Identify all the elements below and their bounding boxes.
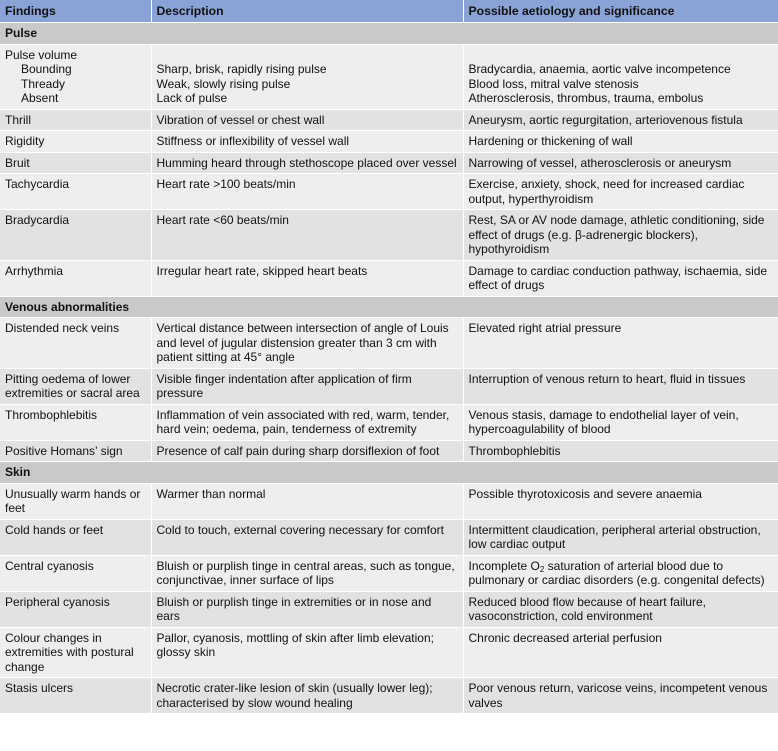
finding-cell: Pitting oedema of lower extremities or sacral area [0,368,151,404]
description-cell: Bluish or purplish tinge in extremities or in nose and ears [151,591,463,627]
description-cell: Presence of calf pain during sharp dorsiflexion of foot [151,440,463,462]
description-cell [151,44,463,109]
finding-cell: Arrhythmia [0,260,151,296]
aetiology-cell: Interruption of venous return to heart, fluid in tissues [463,368,778,404]
table-row [0,440,778,462]
aetiology-bounding: Bradycardia, anaemia, aortic valve incompetence [468,62,731,76]
description-cell: Irregular heart rate, skipped heart beats [151,260,463,296]
description-cell: Heart rate >100 beats/min [151,174,463,210]
aetiology-cell: Reduced blood flow because of heart failure, vasoconstriction, cold environment [463,591,778,627]
finding-cell: Thrombophlebitis [0,404,151,440]
finding-cell: Rigidity [0,131,151,153]
aetiology-text-end: saturation of arterial blood due to pulmonary or cardiac disorders (e.g. congenital defects) [468,558,765,587]
description-cell: Stiffness or inflexibility of vessel wall [151,131,463,153]
description-cell: Inflammation of vein associated with red, warm, tender, hard vein; oedema, pain, tenderness of extremity [151,404,463,440]
aetiology-thready: Blood loss, mitral valve stenosis [468,76,639,91]
finding-cell: Colour changes in extremities with postural change [0,627,151,678]
section-title: Venous abnormalities [0,296,778,318]
finding-cell: Thrill [0,109,151,131]
description-cell: Heart rate <60 beats/min [151,210,463,261]
description-cell: Humming heard through stethoscope placed over vessel [151,152,463,174]
table-row [0,678,778,714]
aetiology-cell: Rest, SA or AV node damage, athletic conditioning, side effect of drugs (e.g. β-adrenergic blockers), hypothyroidism [463,210,778,261]
table-row [0,109,778,131]
table-header-row [0,0,778,23]
aetiology-cell: Venous stasis, damage to endothelial layer of vein, hypercoagulability of blood [463,404,778,440]
description-cell: Pallor, cyanosis, mottling of skin after limb elevation; glossy skin [151,627,463,678]
table-row [0,152,778,174]
table-row [0,627,778,678]
finding-cell: Distended neck veins [0,318,151,369]
aetiology-absent: Atherosclerosis, thrombus, trauma, embolus [468,91,704,105]
finding-bounding: Bounding [21,62,72,76]
section-row-venous [0,296,778,318]
aetiology-cell: Intermittent claudication, peripheral arterial obstruction, low cardiac output [463,519,778,555]
aetiology-cell: Narrowing of vessel, atherosclerosis or aneurysm [463,152,778,174]
table-row [0,318,778,369]
finding-cell: Peripheral cyanosis [0,591,151,627]
aetiology-cell: Chronic decreased arterial perfusion [463,627,778,678]
aetiology-cell [463,555,778,591]
aetiology-cell: Hardening or thickening of wall [463,131,778,153]
aetiology-cell: Exercise, anxiety, shock, need for increased cardiac output, hyperthyroidism [463,174,778,210]
finding-thready: Thready [21,76,66,91]
table-row [0,210,778,261]
aetiology-cell: Aneurysm, aortic regurgitation, arteriovenous fistula [463,109,778,131]
finding-cell: Stasis ulcers [0,678,151,714]
section-row-skin [0,462,778,484]
description-cell: Cold to touch, external covering necessary for comfort [151,519,463,555]
table-row [0,483,778,519]
table-row [0,260,778,296]
description-cell: Warmer than normal [151,483,463,519]
description-cell: Visible finger indentation after application of firm pressure [151,368,463,404]
pulse-volume-label: Pulse volume [5,47,78,62]
description-absent: Lack of pulse [156,91,228,105]
oxygen-subscript: 2 [539,564,545,574]
table-row [0,555,778,591]
description-thready: Weak, slowly rising pulse [156,76,291,91]
finding-cell: Tachycardia [0,174,151,210]
header-aetiology: Possible aetiology and significance [463,0,778,23]
section-title: Skin [0,462,778,484]
description-cell: Bluish or purplish tinge in central areas, such as tongue, conjunctivae, inner surface of lips [151,555,463,591]
description-cell: Necrotic crater-like lesion of skin (usually lower leg); characterised by slow wound healing [151,678,463,714]
description-cell: Vertical distance between intersection of angle of Louis and level of jugular distension greater than 3 cm with patient sitting at 45° angle [151,318,463,369]
table-row [0,174,778,210]
finding-cell: Unusually warm hands or feet [0,483,151,519]
header-findings: Findings [0,0,151,23]
table-row [0,519,778,555]
description-bounding: Sharp, brisk, rapidly rising pulse [156,62,327,76]
aetiology-cell: Damage to cardiac conduction pathway, ischaemia, side effect of drugs [463,260,778,296]
finding-cell: Bruit [0,152,151,174]
section-row-pulse [0,23,778,45]
table-row [0,44,778,109]
section-title: Pulse [0,23,778,45]
aetiology-cell [463,44,778,109]
finding-cell: Positive Homans’ sign [0,440,151,462]
aetiology-cell: Poor venous return, varicose veins, incompetent venous valves [463,678,778,714]
finding-cell: Cold hands or feet [0,519,151,555]
aetiology-cell: Elevated right atrial pressure [463,318,778,369]
finding-cell: Central cyanosis [0,555,151,591]
table-row [0,591,778,627]
table-row [0,368,778,404]
finding-cell: Bradycardia [0,210,151,261]
finding-cell [0,44,151,109]
table-row [0,131,778,153]
aetiology-cell: Possible thyrotoxicosis and severe anaemia [463,483,778,519]
header-description: Description [151,0,463,23]
aetiology-text-start: Incomplete O [468,558,540,573]
finding-absent: Absent [21,91,59,105]
table-row [0,404,778,440]
aetiology-cell: Thrombophlebitis [463,440,778,462]
description-cell: Vibration of vessel or chest wall [151,109,463,131]
